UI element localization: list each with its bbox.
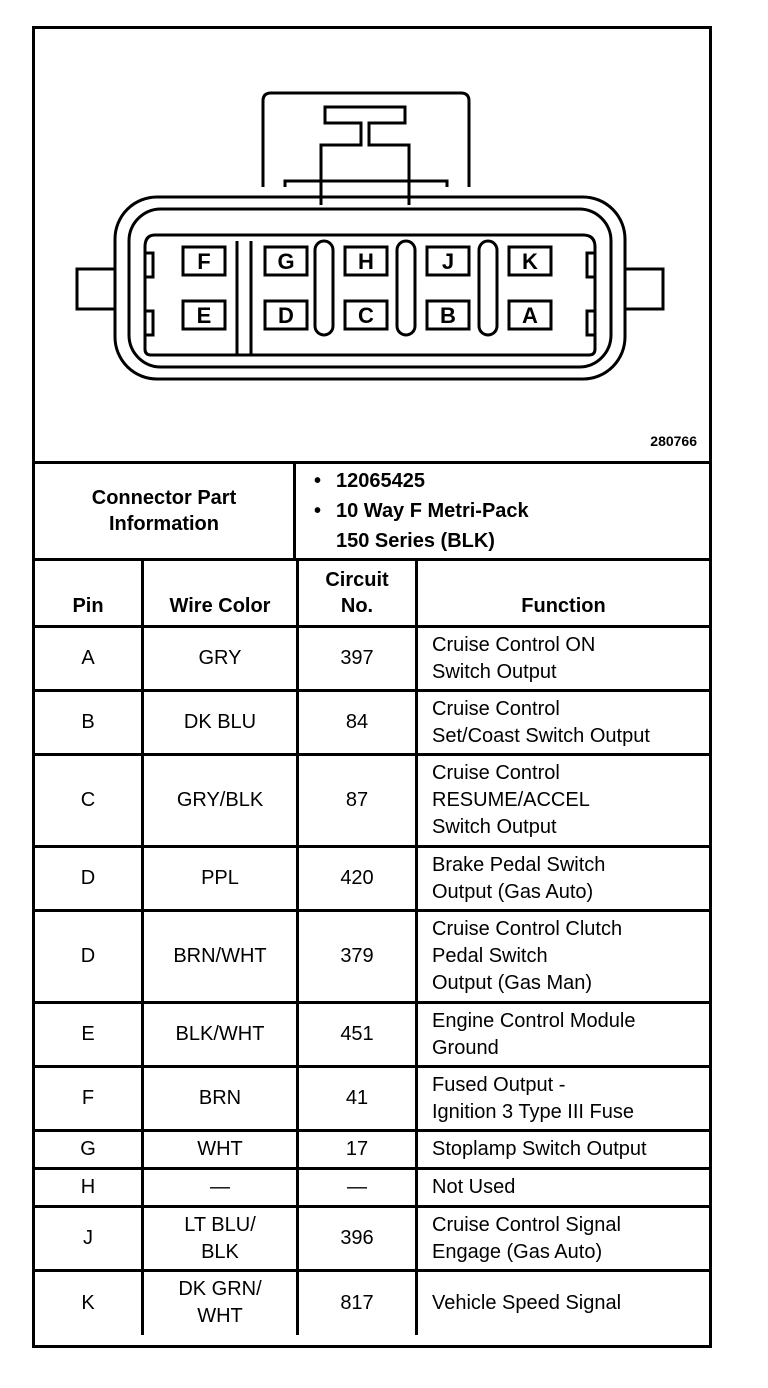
- connector-description-line2: 150 Series (BLK): [336, 530, 495, 552]
- part-number: • 12065425: [336, 466, 709, 496]
- wire-color-line: DK BLU: [183, 711, 257, 733]
- function-line: RESUME/ACCEL: [432, 789, 590, 811]
- function-line: Engine Control Module: [432, 1009, 636, 1032]
- function-line: Cruise Control: [432, 697, 560, 720]
- pinout-header-row: [35, 560, 709, 627]
- header-wire-color: Wire Color: [143, 560, 298, 627]
- header-function: Function: [417, 560, 710, 627]
- pin-label-k: K: [522, 249, 538, 274]
- function-line: Brake Pedal Switch: [432, 853, 606, 876]
- function-line: Fused Output -: [432, 1073, 566, 1096]
- circuit-cell: 379: [298, 911, 417, 1003]
- function-line: Stoplamp Switch Output: [432, 1138, 647, 1160]
- wire-color-line: GRY: [198, 647, 242, 669]
- pin-label-c: C: [358, 303, 374, 328]
- function-line: Cruise Control Clutch: [432, 918, 623, 940]
- pin-cell: J: [35, 1207, 143, 1271]
- wire-color-cell: [143, 755, 298, 847]
- function-cell: [417, 755, 710, 847]
- function-cell: [417, 1131, 710, 1169]
- function-line: Cruise Control ON: [432, 633, 596, 656]
- function-line: Switch Output: [432, 816, 557, 838]
- table-row: [35, 1131, 709, 1169]
- table-row: [35, 627, 709, 691]
- function-line: Ground: [432, 1036, 499, 1059]
- table-row: [35, 1271, 709, 1335]
- circuit-cell: 817: [298, 1271, 417, 1335]
- connector-diagram: [35, 29, 709, 461]
- pin-cell: K: [35, 1271, 143, 1335]
- table-row: [35, 847, 709, 911]
- wire-color-line: DK GRN/: [178, 1278, 262, 1301]
- function-line: Set/Coast Switch Output: [432, 724, 650, 747]
- function-line: Ignition 3 Type III Fuse: [432, 1100, 634, 1123]
- wire-color-line: PPL: [201, 867, 239, 889]
- header-pin: Pin: [35, 560, 143, 627]
- wire-color-line: BRN: [198, 1087, 242, 1109]
- circuit-cell: 87: [298, 755, 417, 847]
- part-info-table: [35, 461, 709, 561]
- circuit-cell: 84: [298, 691, 417, 755]
- table-row: [35, 911, 709, 1003]
- function-cell: [417, 627, 710, 691]
- circuit-cell: —: [298, 1169, 417, 1207]
- pin-cell: D: [35, 911, 143, 1003]
- function-line: Pedal Switch: [432, 945, 548, 967]
- wire-color-line: GRY/BLK: [176, 789, 264, 811]
- pin-label-h: H: [358, 249, 374, 274]
- wire-color-cell: [143, 627, 298, 691]
- pin-label-f: F: [197, 249, 211, 274]
- pinout-rows: [35, 627, 709, 1335]
- circuit-cell: 420: [298, 847, 417, 911]
- function-line: Not Used: [432, 1176, 516, 1198]
- header-circuit-line1: Circuit: [325, 569, 389, 591]
- connector-face-drawing: [35, 29, 709, 461]
- pin-cell: H: [35, 1169, 143, 1207]
- pin-label-g: G: [277, 249, 295, 274]
- wire-color-cell: [143, 1207, 298, 1271]
- function-line: Cruise Control Signal: [432, 1213, 621, 1236]
- wire-color-cell: [143, 1003, 298, 1067]
- wire-color-cell: [143, 911, 298, 1003]
- function-line: Output (Gas Man): [432, 972, 593, 994]
- table-row: [35, 755, 709, 847]
- table-row: [35, 1169, 709, 1207]
- figure-number: 280766: [650, 433, 697, 449]
- function-cell: [417, 1067, 710, 1131]
- header-circuit: [298, 560, 417, 627]
- pin-cell: A: [35, 627, 143, 691]
- pin-cell: G: [35, 1131, 143, 1169]
- pin-label-j: J: [441, 249, 455, 274]
- wire-color-line: BLK/WHT: [175, 1023, 265, 1045]
- function-cell: [417, 1271, 710, 1335]
- circuit-cell: 17: [298, 1131, 417, 1169]
- wire-color-line: WHT: [197, 1138, 243, 1160]
- table-row: [35, 1003, 709, 1067]
- pin-cell: B: [35, 691, 143, 755]
- wire-color-line: BLK: [201, 1240, 239, 1263]
- part-info-label-line2: Information: [109, 513, 219, 535]
- wire-color-line: BRN/WHT: [173, 945, 267, 967]
- pin-label-d: D: [278, 303, 294, 328]
- function-line: Engage (Gas Auto): [432, 1240, 603, 1263]
- connector-sheet: [32, 26, 712, 1348]
- function-line: Output (Gas Auto): [432, 880, 594, 903]
- part-info-label: [35, 463, 295, 560]
- function-line: Vehicle Speed Signal: [432, 1291, 622, 1314]
- wire-color-cell: [143, 1169, 298, 1207]
- function-cell: [417, 1207, 710, 1271]
- function-cell: [417, 1003, 710, 1067]
- pin-cell: F: [35, 1067, 143, 1131]
- pin-cell: D: [35, 847, 143, 911]
- pin-label-b: B: [440, 303, 456, 328]
- wire-color-cell: [143, 1067, 298, 1131]
- function-line: Cruise Control: [432, 762, 560, 784]
- wire-color-cell: [143, 847, 298, 911]
- table-row: [35, 1207, 709, 1271]
- function-cell: [417, 1169, 710, 1207]
- pin-label-e: E: [196, 303, 212, 328]
- connector-description-line1: • 10 Way F Metri-Pack: [336, 496, 709, 526]
- wire-color-cell: [143, 1131, 298, 1169]
- part-info-values: [295, 463, 710, 560]
- pin-label-a: A: [522, 303, 538, 328]
- wire-color-line: LT BLU/: [184, 1213, 256, 1236]
- pin-cell: E: [35, 1003, 143, 1067]
- wire-color-cell: [143, 691, 298, 755]
- part-info-label-line1: Connector Part: [91, 487, 237, 509]
- function-line: Switch Output: [432, 660, 557, 683]
- table-row: [35, 1067, 709, 1131]
- circuit-cell: 396: [298, 1207, 417, 1271]
- wire-color-cell: [143, 1271, 298, 1335]
- table-row: [35, 691, 709, 755]
- function-cell: [417, 911, 710, 1003]
- header-circuit-line2: No.: [340, 595, 374, 617]
- circuit-cell: 41: [298, 1067, 417, 1131]
- function-cell: [417, 847, 710, 911]
- pinout-table: [35, 558, 709, 1335]
- wire-color-line: WHT: [197, 1305, 243, 1328]
- circuit-cell: 397: [298, 627, 417, 691]
- circuit-cell: 451: [298, 1003, 417, 1067]
- function-cell: [417, 691, 710, 755]
- pin-cell: C: [35, 755, 143, 847]
- wire-color-line: —: [210, 1176, 230, 1198]
